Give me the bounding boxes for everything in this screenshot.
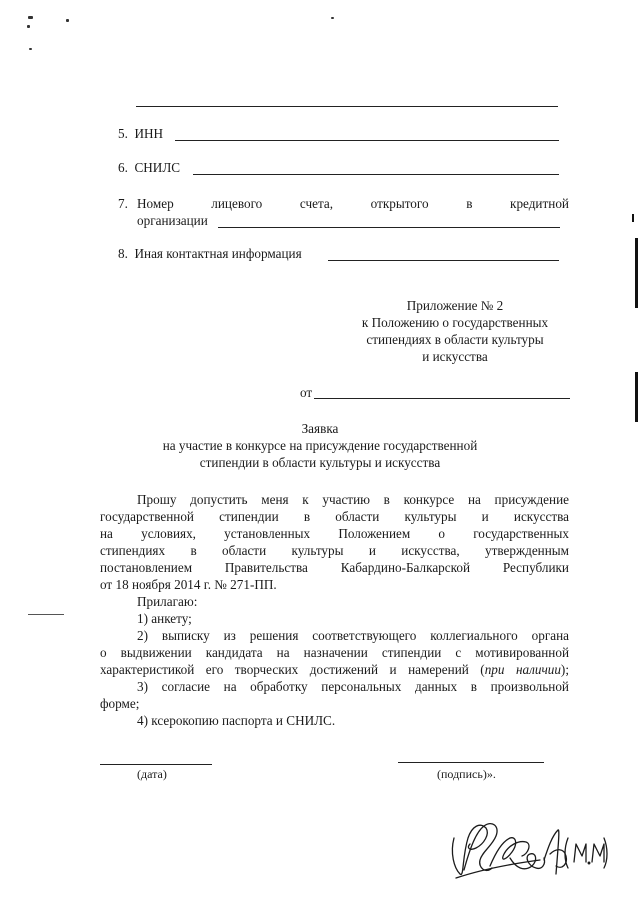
- form-item-inn: [118, 125, 163, 142]
- word: Номер: [137, 196, 174, 211]
- attachment-item-1: 1) анкету;: [137, 611, 192, 626]
- body-line: государственной стипендии в области культуры и искусства: [100, 509, 569, 524]
- appendix-line: Приложение № 2: [406, 298, 504, 313]
- scan-mark: [27, 25, 30, 28]
- application-title: [60, 420, 580, 471]
- appendix-line: стипендиях в области культуры: [366, 332, 544, 347]
- word: открытого: [370, 196, 429, 211]
- scan-mark: [66, 19, 69, 22]
- word: кредитной: [510, 196, 569, 211]
- attachment-item-2-end: [100, 661, 569, 678]
- scan-mark: [331, 17, 334, 19]
- attachment-item-3: 3) согласие на обработку персональных данных в произвольной: [137, 679, 569, 694]
- body-line: стипендиях в области культуры и искусства, утвержденным: [100, 543, 569, 558]
- word: в: [466, 196, 473, 211]
- attachment-item-2: 2) выписку из решения соответствующего коллегиального органа: [137, 628, 569, 643]
- account-label-line2: организации: [137, 213, 208, 228]
- top-rule: [136, 106, 558, 107]
- snils-field-line[interactable]: [193, 174, 559, 175]
- scan-edge: [635, 238, 638, 308]
- item2-italic: при наличии: [484, 662, 561, 677]
- item-number: 6.: [118, 160, 128, 175]
- title-subtitle: на участие в конкурсе на присуждение государственной: [162, 438, 478, 453]
- attachments-label: Прилагаю:: [137, 594, 198, 609]
- scan-edge: [635, 372, 638, 422]
- from-label: от: [300, 385, 313, 400]
- scan-edge: [632, 214, 634, 222]
- from-field-line[interactable]: [314, 398, 570, 399]
- date-label: (дата): [137, 767, 167, 781]
- contact-field-line[interactable]: [328, 260, 559, 261]
- application-body: [100, 491, 569, 729]
- item-number: 8.: [118, 246, 128, 261]
- word: лицевого: [211, 196, 263, 211]
- account-field-line[interactable]: [218, 227, 560, 228]
- body-line: Прошу допустить меня к участию в конкурсе на присуждение: [137, 492, 569, 507]
- appendix-line: и искусства: [422, 349, 488, 364]
- appendix-line: к Положению о государственных: [361, 315, 549, 330]
- snils-label: СНИЛС: [134, 160, 181, 175]
- scan-mark: [28, 614, 64, 615]
- item-number: 5.: [118, 126, 128, 141]
- attachment-item-3-end: форме;: [100, 696, 140, 711]
- scan-mark: [29, 48, 32, 50]
- body-line: от 18 ноября 2014 г. № 271-ПП.: [100, 577, 277, 592]
- signature-label: (подпись)».: [437, 767, 496, 781]
- form-item-snils: [118, 159, 180, 176]
- word: счета,: [299, 196, 334, 211]
- inn-label: ИНН: [134, 126, 164, 141]
- attachment-item-2: о выдвижении кандидата на назначении стипендии с мотивированной: [100, 645, 569, 660]
- form-item-contact: [118, 245, 302, 262]
- scan-mark: [28, 16, 33, 19]
- handwritten-signature: [440, 808, 610, 888]
- contact-label: Иная контактная информация: [134, 246, 302, 261]
- account-label-line1: [137, 195, 569, 212]
- inn-field-line[interactable]: [175, 140, 559, 141]
- body-line: на условиях, установленных Положением о государственных: [100, 526, 569, 541]
- form-item-number: 7.: [118, 196, 128, 211]
- title-heading: Заявка: [301, 421, 339, 436]
- body-line: постановлением Правительства Кабардино-Балкарской Республики: [100, 560, 569, 575]
- item2-end: );: [560, 662, 569, 677]
- signature-field-line[interactable]: [398, 762, 544, 763]
- date-field-line[interactable]: [100, 764, 212, 765]
- item2-text: характеристикой его творческих достижений и намерений (: [100, 662, 485, 677]
- title-subtitle: стипендии в области культуры и искусства: [199, 455, 441, 470]
- appendix-header: [340, 297, 570, 365]
- attachment-item-4: 4) ксерокопию паспорта и СНИЛС.: [137, 713, 336, 728]
